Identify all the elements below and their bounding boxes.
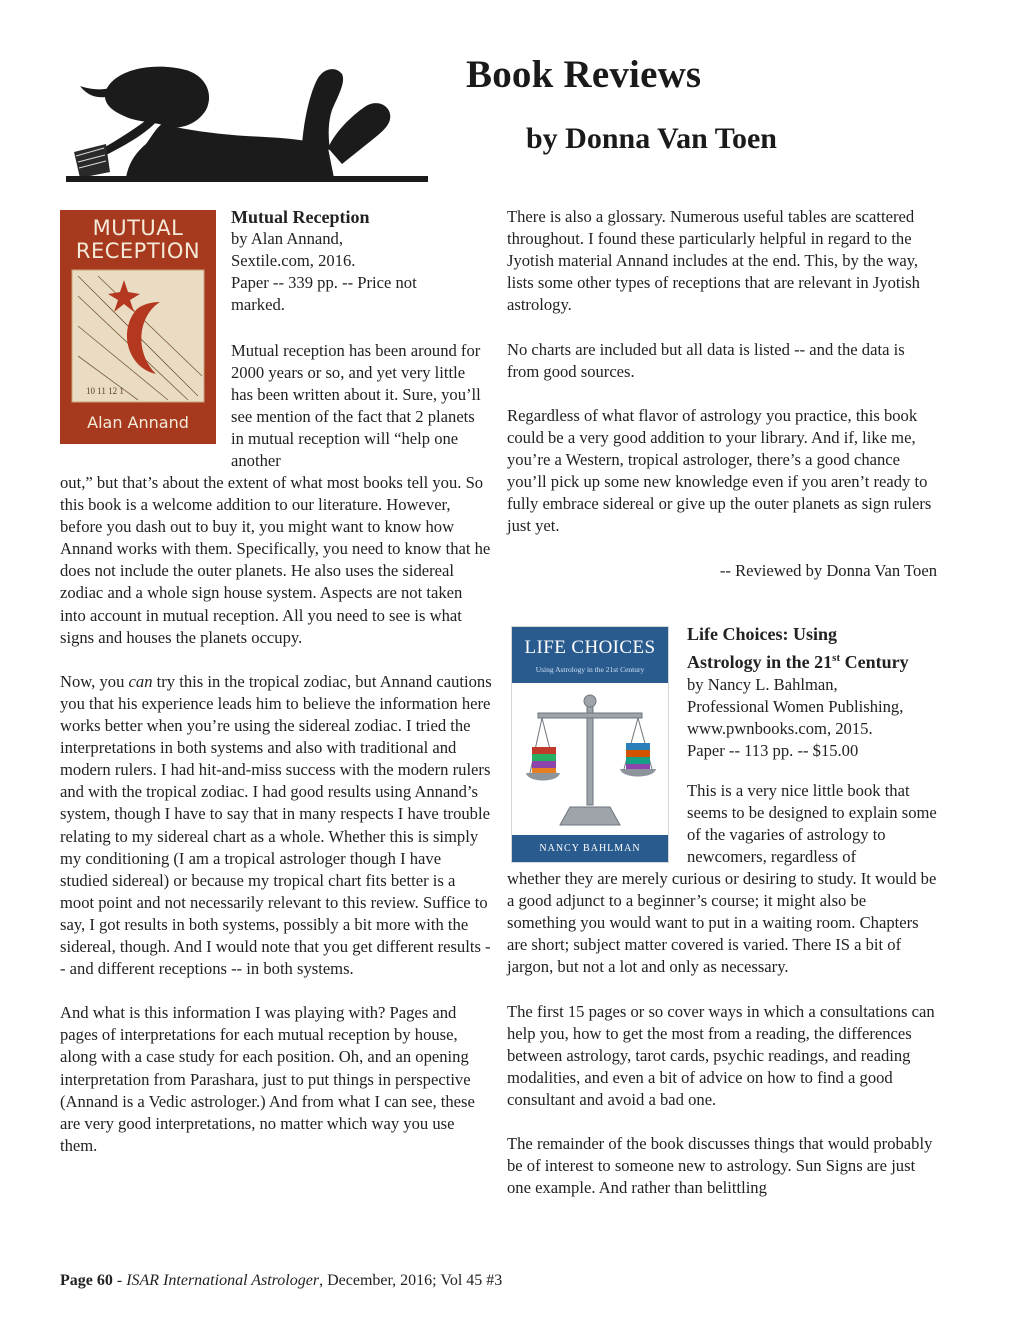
sundial-moon-icon: [68, 266, 208, 406]
page-title: Book Reviews: [466, 53, 702, 96]
review1-paragraph: No charts are included but all data is listed -- and the data is from good sources.: [507, 339, 905, 381]
review2-meta-line: by Nancy L. Bahlman,: [687, 675, 838, 694]
review2-meta-line: Paper -- 113 pp. -- $15.00: [687, 741, 859, 761]
review1-meta-line: Paper -- 339 pp. -- Price not: [231, 273, 417, 293]
review2-paragraph: whether they are merely curious or desiring to study. It would be a good adjunct to a beginner’s course; it might also be something you would want to put in a waiting room. Chapters are short; subject matter covered is varied. There IS a bit of jargon, but not a lot and only as necessary.: [507, 869, 937, 977]
cover-author: Alan Annand: [87, 413, 189, 432]
review1-paragraph: out,” but that’s about the extent of what most books tell you. So this book is a welcome addition to our literature. However, before you dash out to buy it, you might want to know how Annand works with them. Specifically, you need to know that he does not include the outer planets. He also uses the sidereal zodiac and a whole sign house system. Aspects are not taken into account in mutual reception. All you need to see is what signs and houses the planets occupy.: [60, 473, 491, 647]
cover-author: NANCY BAHLMAN: [512, 835, 668, 862]
review2-paragraph: The remainder of the book discusses things that would probably be of interest to someone new to astrology. Sun Signs are just one example. And rather than belittling: [507, 1134, 933, 1198]
book-cover-mutual-reception: [60, 210, 216, 444]
cover-title: MUTUAL RECEPTION: [75, 216, 201, 263]
review1-body: [60, 472, 492, 1179]
book-cover-life-choices: [511, 626, 669, 863]
issue-info: , December, 2016; Vol 45 #3: [319, 1272, 503, 1289]
review1-paragraph: And what is this information I was playing with? Pages and pages of interpretations for each mutual reception by house, along with a case study for each position. Oh, and an opening interpretation from Parashara, just to put things in perspective (Annand is a Vedic astrologer.) And from what I can see, these are very good interpretations, no matter which way you use them.: [60, 1003, 475, 1155]
reviewer-signature: -- Reviewed by Donna Van Toen: [719, 560, 937, 580]
review2-meta-line: www.pwnbooks.com, 2015.: [687, 719, 873, 739]
balance-scale-icon: [520, 685, 660, 835]
review2-intro-text: This is a very nice little book that seems to be designed to explain some of the vagaries of astrology to newcomers, regardless of: [687, 781, 937, 867]
review1-paragraph: There is also a glossary. Numerous useful tables are scattered throughout. I found these particularly helpful in regard to the Jyotish material Annand includes at the end. This, by the way, lists some other types of receptions that are relevant in Jyotish astrology.: [507, 207, 920, 315]
review2-paragraph: The first 15 pages or so cover ways in which a consultations can help you, how to get the most from a reading, the differences between astrology, tarot cards, psychic readings, and reading modalities, and even a bit of advice on how to find a good consultant and avoid a bad one.: [507, 1001, 935, 1109]
cover-title: LIFE CHOICES: [524, 637, 656, 658]
review2-title-line2: Astrology in the 21st Century: [687, 652, 909, 672]
reading-girl-silhouette-icon: [66, 60, 428, 182]
review1-continued: [507, 206, 937, 604]
publication-name: ISAR International Astrologer: [126, 1272, 320, 1289]
review1-title: Mutual Reception: [231, 207, 370, 227]
page-footer: Page 60 - ISAR International Astrologer, December, 2016; Vol 45 #3: [60, 1272, 503, 1289]
cover-subtitle: Using Astrology in the 21st Century: [535, 665, 645, 674]
review1-header: [231, 206, 491, 316]
page-number: Page 60: [60, 1272, 113, 1289]
review1-paragraph: Now, you can try this in the tropical zodiac, but Annand cautions you that his experience leads him to believe the information here works better when you’re using the sidereal zodiac. I tried the interpretations in both systems and also with traditional and modern rulers. I had hit-and-miss success with the modern rulers and with the tropical zodiac. I had good results using Annand’s system, though I have to say that in many respects I have trouble relating to my sidereal chart as a whole. Whether this is simply my conditioning (I am a tropical astrologer though I have studied sidereal) or because my tropical chart fits better is a moot point and not necessarily relevant to this review. Suffice to say, I got results in both systems, possibly a bit more with the sidereal, though. And I would note that you get different results -- and different receptions -- in both systems.: [60, 671, 492, 979]
review1-intro-text: Mutual reception has been around for 2000 years or so, and yet very little has been written about it. Sure, you’ll see mention of the fact that 2 planets in mutual reception will “help one another: [231, 341, 481, 471]
review1-meta-line: marked.: [231, 295, 285, 315]
review1-paragraph: Regardless of what flavor of astrology you practice, this book could be a very good addition to your library. And if, like me, you’re a Western, tropical astrologer, there’s a good chance you’ll pick up some new knowledge even if you aren’t ready to fully embrace sidereal or give up the outer planets as sign rulers just yet.: [507, 405, 932, 536]
review2-title-line1: Life Choices: Using: [687, 624, 837, 644]
review1-meta-line: Sextile.com, 2016.: [231, 251, 356, 271]
review2-meta-line: Professional Women Publishing,: [687, 697, 904, 717]
byline: by Donna Van Toen: [526, 122, 777, 155]
review2-header: [687, 622, 947, 762]
review1-meta-line: by Alan Annand,: [231, 229, 343, 249]
svg-text:10 11 12 1: 10 11 12 1: [86, 386, 124, 396]
review2-body: [507, 868, 937, 1222]
